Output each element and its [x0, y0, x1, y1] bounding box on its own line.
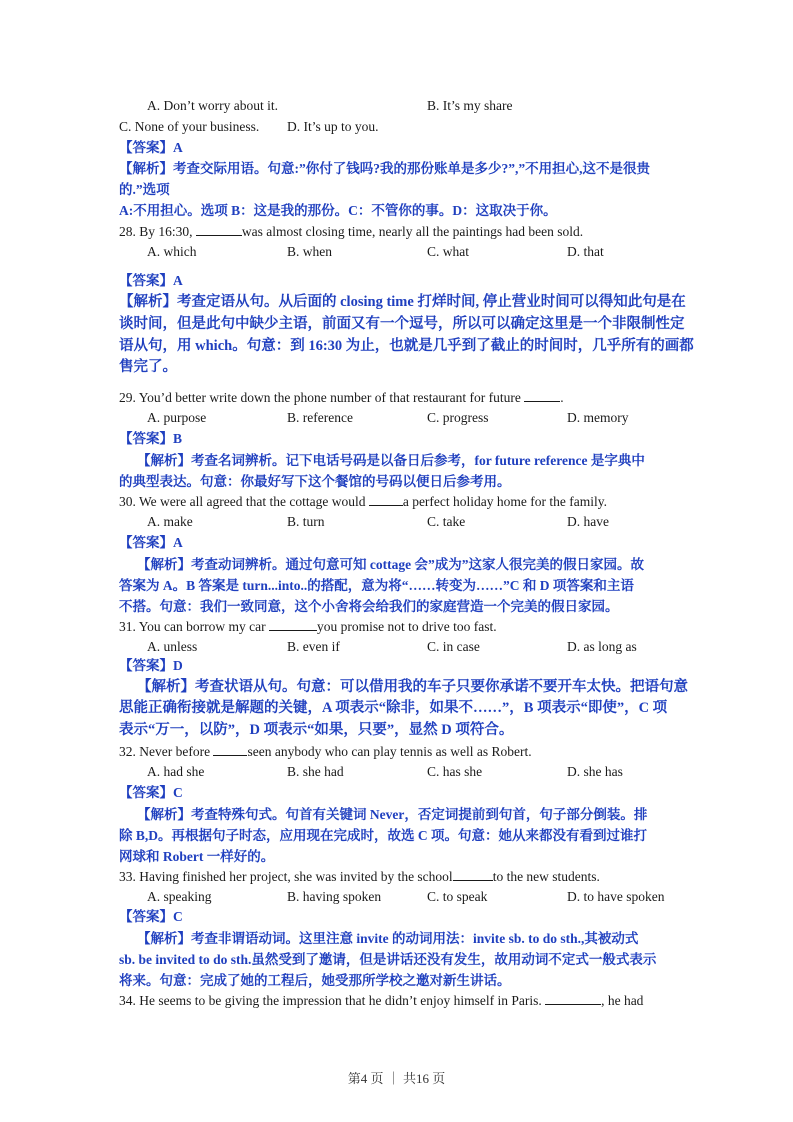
- question-stem: [119, 491, 607, 512]
- answer-label: 【答案】A: [119, 140, 183, 155]
- stem-part: to the new students.: [492, 869, 600, 884]
- answer-blank: [369, 491, 403, 506]
- stem-part: a perfect holiday home for the family.: [402, 494, 607, 509]
- option-a: A. Don’t worry about it.: [147, 98, 278, 113]
- question-stem: [119, 990, 643, 1011]
- explanation-line: 【解析】考查定语从句。从后面的 closing time 打烊时间, 停止营业时间可以得知此句是在: [119, 294, 686, 310]
- option-b: B. when: [287, 244, 332, 259]
- option-c: C. has she: [427, 764, 483, 779]
- stem-part: you promise not to drive too fast.: [316, 619, 497, 634]
- option-d: D. to have spoken: [567, 889, 665, 904]
- option-b: B. turn: [287, 514, 325, 529]
- option-a: A. which: [147, 244, 197, 259]
- explanation-line: 售完了。: [119, 359, 177, 375]
- stem-part: 34. He seems to be giving the impression that he didn’t enjoy himself in Paris.: [119, 993, 542, 1008]
- answer-label: 【答案】C: [119, 909, 183, 924]
- question-stem: [119, 866, 600, 887]
- option-d: D. that: [567, 244, 604, 259]
- explanation-line: 的典型表达。句意：你最好写下这个餐馆的号码以便日后参考用。: [119, 474, 511, 489]
- answer-blank: [545, 990, 601, 1005]
- option-c: C. what: [427, 244, 469, 259]
- option-d: D. It’s up to you.: [287, 119, 379, 134]
- stem-part: 28. By 16:30,: [119, 224, 193, 239]
- option-b: B. she had: [287, 764, 344, 779]
- stem-part: 31. You can borrow my car: [119, 619, 266, 634]
- option-c: C. take: [427, 514, 466, 529]
- explanation-line: 表示“万一，以防”，D 项表示“如果，只要”，显然 D 项符合。: [119, 722, 514, 738]
- page-footer: 第4 页 ｜ 共16 页: [347, 1071, 446, 1086]
- explanation-line: sb. be invited to do sth.虽然受到了邀请，但是讲话还没有发生，故用动词不定式一般式表示: [119, 952, 657, 967]
- answer-label: 【答案】A: [119, 273, 183, 288]
- option-d: D. as long as: [567, 639, 637, 654]
- stem-part: was almost closing time, nearly all the paintings had been sold.: [241, 224, 584, 239]
- explanation-line: 【解析】考查状语从句。句意：可以借用我的车子只要你承诺不要开车太快。把语句意: [137, 679, 688, 695]
- explanation-line: 的.”选项: [119, 182, 170, 197]
- option-b: B. It’s my share: [427, 98, 513, 113]
- option-c: C. in case: [427, 639, 480, 654]
- explanation-line: 语从句，用 which。句意：到 16:30 为止，也就是几乎到了截止的时间时，几乎所有的画都: [119, 338, 694, 354]
- question-stem: [119, 221, 583, 242]
- answer-label: 【答案】A: [119, 535, 183, 550]
- explanation-line: 网球和 Robert 一样好的。: [119, 849, 275, 864]
- option-d: D. memory: [567, 410, 629, 425]
- answer-label: 【答案】C: [119, 785, 183, 800]
- option-c: C. progress: [427, 410, 489, 425]
- stem-part: 29. You’d better write down the phone number of that restaurant for future: [119, 390, 521, 405]
- stem-part: 30. We were all agreed that the cottage would: [119, 494, 366, 509]
- question-stem: [119, 387, 564, 408]
- explanation-line: 【解析】考查交际用语。句意:”你付了钱吗?我的那份账单是多少?”,”不用担心,这不是很贵: [119, 161, 650, 176]
- option-d: D. she has: [567, 764, 623, 779]
- answer-label: 【答案】D: [119, 658, 183, 673]
- explanation-line: 不搭。句意：我们一致同意，这个小舍将会给我们的家庭营造一个完美的假日家园。: [119, 599, 619, 614]
- question-stem: [119, 616, 497, 637]
- answer-label: 【答案】B: [119, 431, 183, 446]
- explanation-line: A:不用担心。选项 B：这是我的那份。C：不管你的事。D：这取决于你。: [119, 203, 557, 218]
- explanation-line: 答案为 A。B 答案是 turn...into..的搭配，意为将“……转变为……”C 和 D 项答案和主语: [119, 578, 634, 593]
- answer-blank: [524, 387, 560, 402]
- answer-blank: [453, 866, 493, 881]
- stem-part: 33. Having finished her project, she was invited by the school: [119, 869, 453, 884]
- option-b: B. having spoken: [287, 889, 382, 904]
- explanation-line: 【解析】考查特殊句式。句首有关键词 Never，否定词提前到句首，句子部分倒装。排: [137, 807, 648, 822]
- stem-part: 32. Never before: [119, 744, 211, 759]
- option-a: A. speaking: [147, 889, 212, 904]
- explanation-line: 思能正确衔接就是解题的关键，A 项表示“除非，如果不……”，B 项表示“即使”，C 项: [119, 700, 668, 716]
- stem-part: .: [560, 390, 564, 405]
- option-b: B. reference: [287, 410, 353, 425]
- stem-part: , he had: [601, 993, 644, 1008]
- option-a: A. unless: [147, 639, 198, 654]
- explanation-line: 谈时间，但是此句中缺少主语，前面又有一个逗号，所以可以确定这里是一个非限制性定: [119, 316, 685, 332]
- explanation-line: 除 B,D。再根据句子时态，应用现在完成时，故选 C 项。句意：她从来都没有看到过谁打: [119, 828, 648, 843]
- option-b: B. even if: [287, 639, 340, 654]
- option-a: A. purpose: [147, 410, 207, 425]
- explanation-line: 【解析】考查动词辨析。通过句意可知 cottage 会”成为”这家人很完美的假日家园。故: [137, 557, 644, 572]
- option-a: A. had she: [147, 764, 205, 779]
- answer-blank: [269, 616, 317, 631]
- option-c: C. to speak: [427, 889, 488, 904]
- answer-blank: [213, 741, 247, 756]
- stem-part: seen anybody who can play tennis as well as Robert.: [247, 744, 532, 759]
- option-a: A. make: [147, 514, 193, 529]
- option-c: C. None of your business.: [119, 119, 260, 134]
- question-stem: [119, 741, 532, 762]
- answer-blank: [196, 221, 242, 236]
- option-d: D. have: [567, 514, 609, 529]
- explanation-line: 【解析】考查非谓语动词。这里注意 invite 的动词用法：invite sb. to do sth.,其被动式: [137, 931, 639, 946]
- explanation-line: 将来。句意：完成了她的工程后，她受那所学校之邀对新生讲话。: [119, 973, 511, 988]
- explanation-line: 【解析】考查名词辨析。记下电话号码是以备日后参考，for future reference 是字典中: [137, 453, 645, 468]
